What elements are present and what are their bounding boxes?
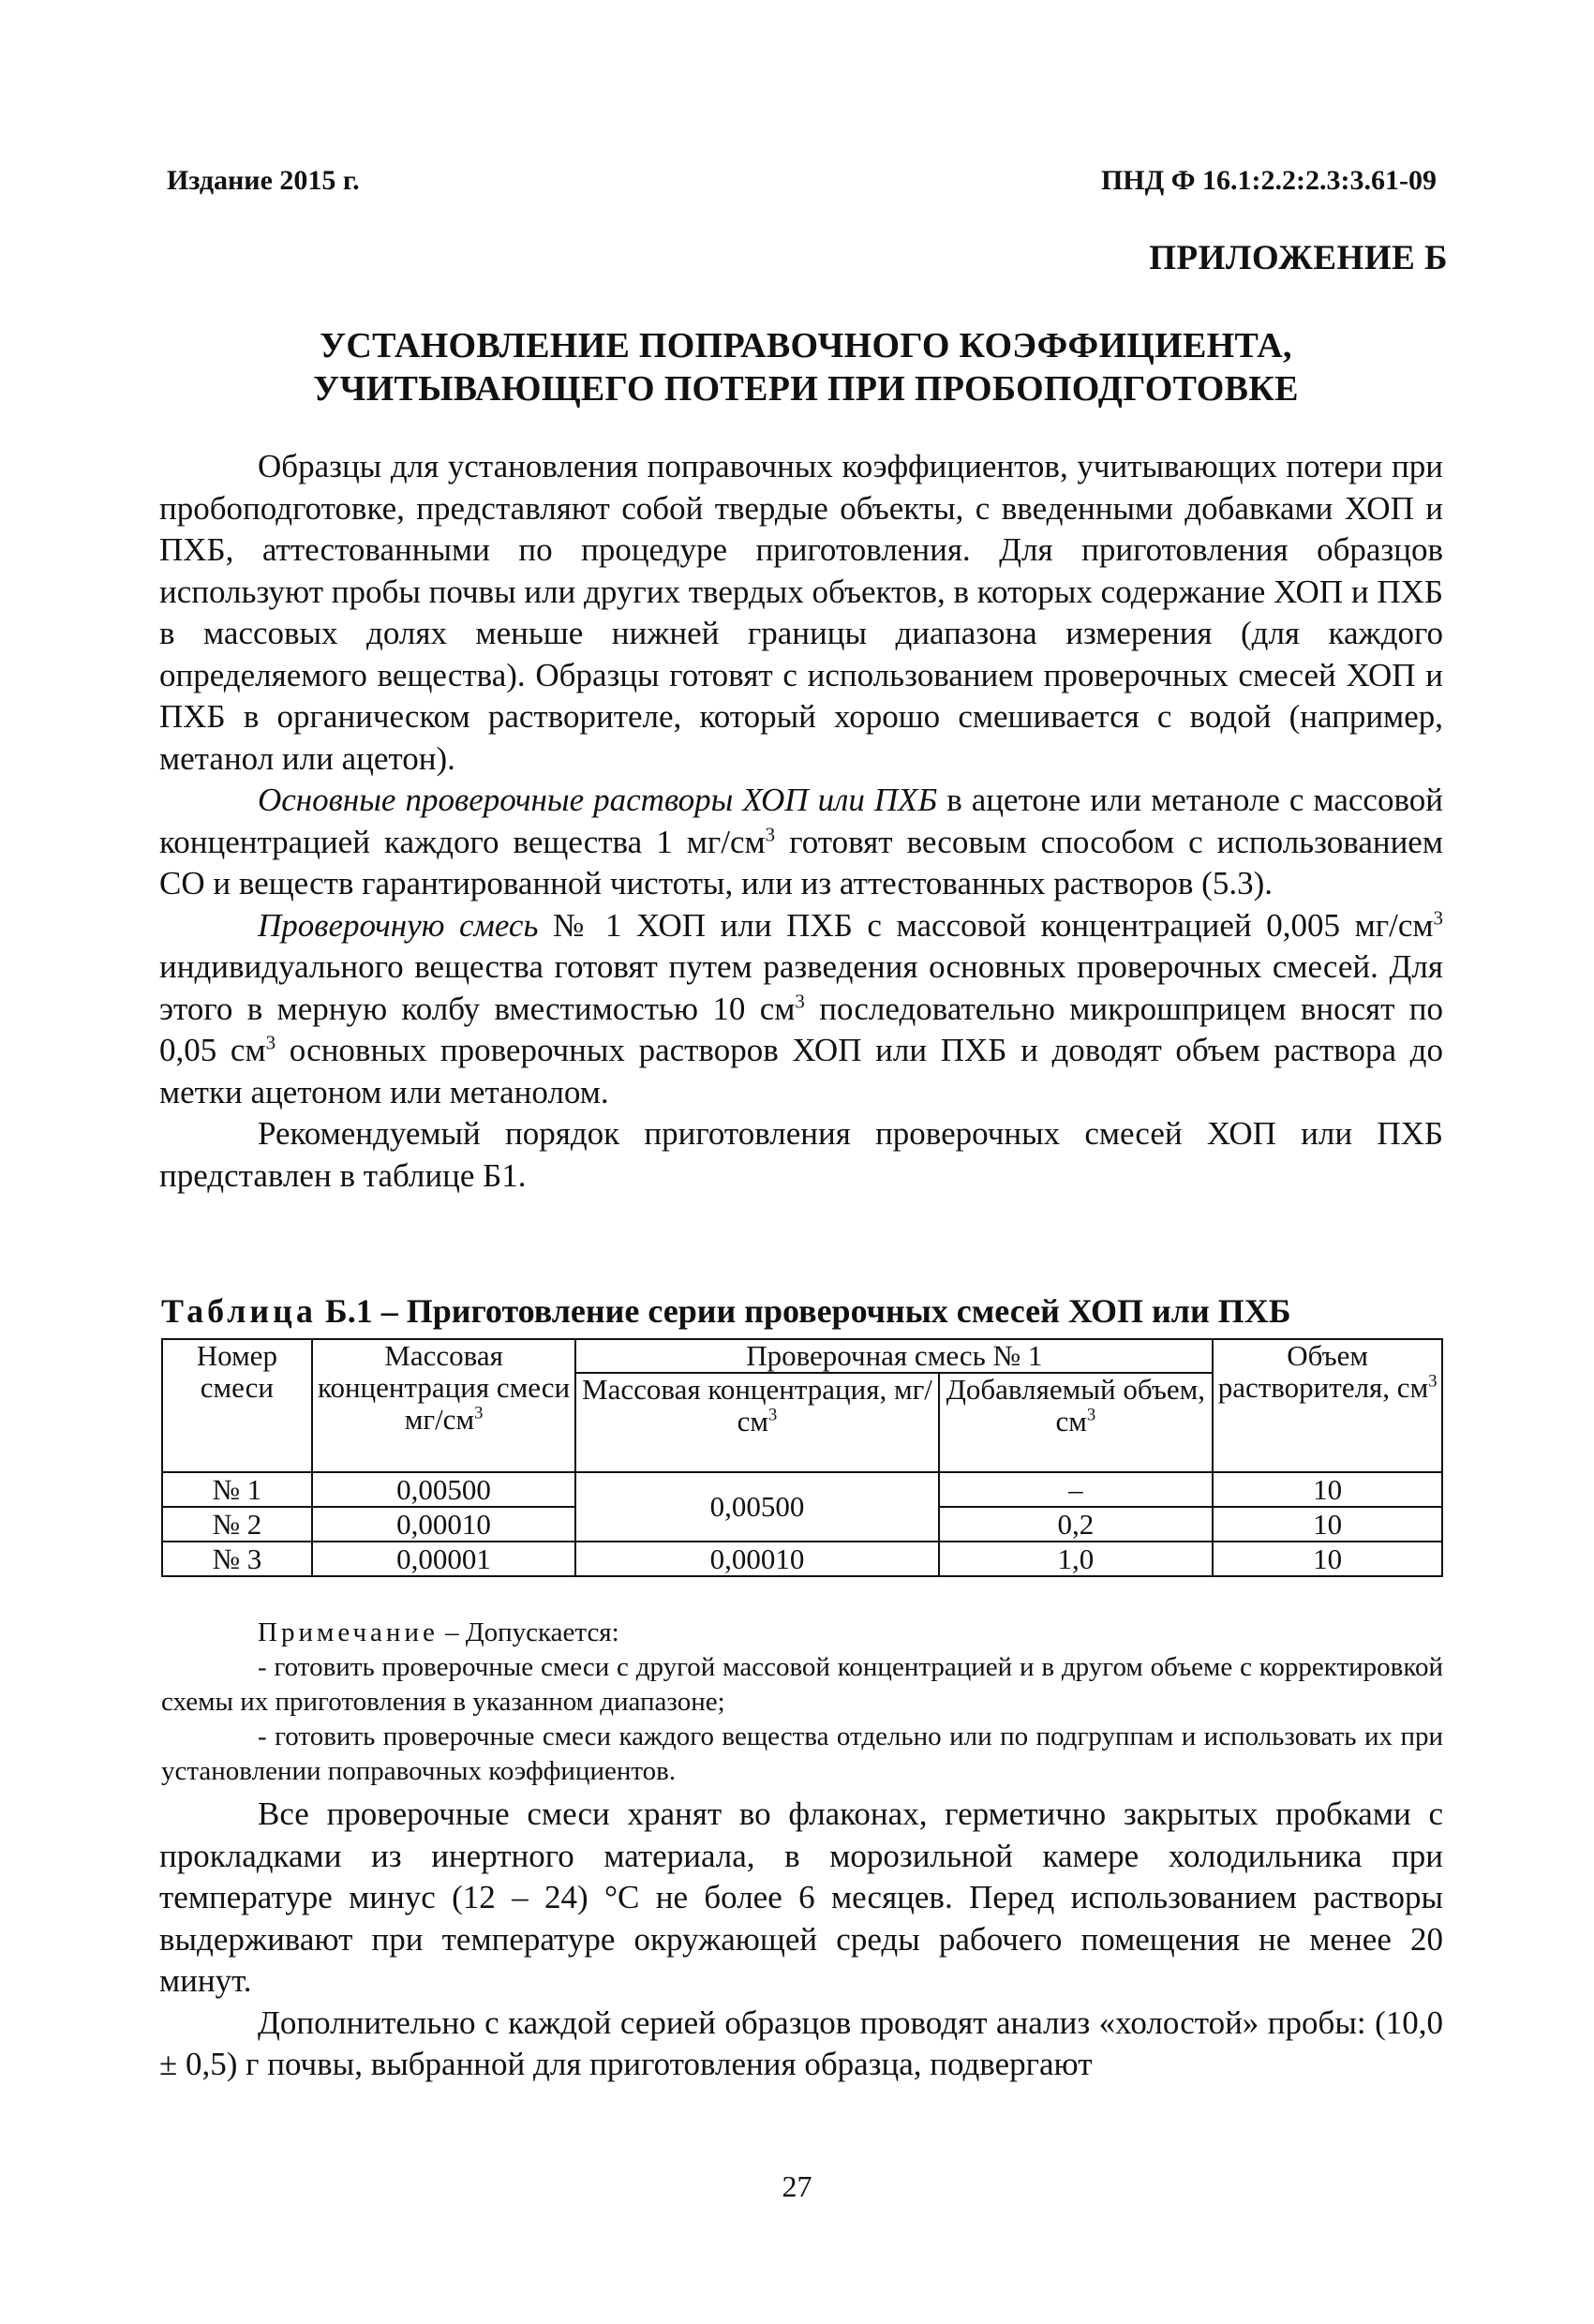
cell-sub-concentration: 0,00010 bbox=[575, 1542, 938, 1576]
table-row bbox=[162, 1542, 1442, 1576]
cell-added-volume: 0,2 bbox=[939, 1507, 1214, 1542]
paragraph-2-text-b: готовят весовым способом с использованием СО и веществ гарантированной чистоты, или из аттестованных растворов (5.3). bbox=[159, 823, 1443, 901]
cell-solvent-volume: 10 bbox=[1213, 1507, 1442, 1542]
paragraph-3-text-b: индивидуального вещества готовят путем разведения основных проверочных смесей. Для этого в мерную колбу вместимостью 10 см bbox=[159, 948, 1443, 1027]
note-heading-text: – Допускается: bbox=[438, 1617, 619, 1647]
cell-mix-number: № 3 bbox=[162, 1542, 312, 1576]
superscript: 3 bbox=[768, 1405, 778, 1425]
paragraph-4: Рекомендуемый порядок приготовления проверочных смесей ХОП или ПХБ представлен в таблице Б1. bbox=[159, 1115, 1443, 1194]
paragraph-3-text-c: последовательно микрошприцем вносят по 0,05 см bbox=[159, 990, 1443, 1068]
mixtures-table bbox=[161, 1338, 1443, 1577]
cell-solvent-volume: 10 bbox=[1213, 1542, 1442, 1576]
note-item-2: - готовить проверочные смеси каждого вещества отдельно или по подгруппам и использовать их при установлении поправочных коэффициентов. bbox=[161, 1721, 1443, 1786]
edition-label: Издание 2015 г. bbox=[167, 165, 360, 196]
paragraph-3 bbox=[159, 905, 1443, 1114]
cell-merged-concentration: 0,00500 bbox=[575, 1472, 938, 1542]
table-header-row bbox=[162, 1339, 1442, 1373]
cell-mix-number: № 1 bbox=[162, 1472, 312, 1507]
header-sub-concentration-text: Массовая концентрация, мг/см bbox=[582, 1373, 932, 1438]
superscript: 3 bbox=[1428, 1371, 1438, 1392]
page-number: 27 bbox=[782, 2169, 812, 2203]
paragraph-3-text-a: № 1 ХОП или ПХБ с массовой концентрацией 0,005 мг/см bbox=[538, 906, 1434, 944]
header-solvent-volume bbox=[1213, 1339, 1442, 1472]
superscript: 3 bbox=[795, 989, 805, 1012]
table-caption bbox=[161, 1291, 1443, 1331]
paragraph-2 bbox=[159, 780, 1443, 905]
table-caption-word: Таблица bbox=[161, 1292, 317, 1330]
header-added-volume-text: Добавляемый объем, см bbox=[946, 1373, 1206, 1438]
note-item-1: - готовить проверочные смеси с другой массовой концентрацией и в другом объеме с корректировкой схемы их приготовления в указанном диапазоне; bbox=[161, 1652, 1443, 1717]
cell-concentration: 0,00001 bbox=[312, 1542, 576, 1576]
document-code: ПНД Ф 16.1:2.2:2.3:3.61-09 bbox=[1100, 165, 1437, 196]
superscript: 3 bbox=[1433, 905, 1443, 929]
cell-solvent-volume: 10 bbox=[1213, 1472, 1442, 1507]
appendix-label: ПРИЛОЖЕНИЕ Б bbox=[1149, 239, 1448, 277]
header-sub-concentration bbox=[575, 1373, 938, 1472]
cell-concentration: 0,00010 bbox=[312, 1507, 576, 1542]
paragraph-2-text-a: в ацетоне или метаноле с массовой концентрацией каждого вещества 1 мг/см bbox=[159, 782, 1443, 860]
paragraph-3-text-d: основных проверочных растворов ХОП или ПХБ и доводят объем раствора до метки ацетоном или метанолом. bbox=[159, 1032, 1443, 1110]
superscript: 3 bbox=[474, 1403, 484, 1423]
note-word: Примечание bbox=[258, 1617, 439, 1647]
body-text-upper bbox=[159, 446, 1443, 1197]
header-added-volume bbox=[939, 1373, 1214, 1472]
paragraph-2-italic: Основные проверочные растворы ХОП или ПХБ bbox=[258, 782, 938, 818]
superscript: 3 bbox=[765, 822, 776, 845]
superscript: 3 bbox=[1086, 1405, 1096, 1425]
table-row bbox=[162, 1472, 1442, 1507]
header-mass-concentration bbox=[312, 1339, 576, 1472]
note-heading bbox=[161, 1616, 1443, 1650]
paragraph-3-italic: Проверочную смесь bbox=[258, 906, 539, 944]
header-mass-concentration-text: Массовая концентрация смеси мг/см bbox=[317, 1339, 571, 1436]
superscript: 3 bbox=[265, 1031, 276, 1054]
section-title-line-2: УЧИТЫВАЮЩЕГО ПОТЕРИ ПРИ ПРОБОПОДГОТОВКЕ bbox=[313, 369, 1299, 409]
table-caption-text: Б.1 – Приготовление серии проверочных смесей ХОП или ПХБ bbox=[316, 1292, 1291, 1330]
cell-added-volume: – bbox=[939, 1472, 1214, 1507]
table-note bbox=[161, 1616, 1443, 1789]
header-mix-number: Номер смеси bbox=[162, 1339, 312, 1472]
header-solvent-volume-text: Объем растворителя, см bbox=[1217, 1339, 1429, 1404]
body-text-lower bbox=[159, 1794, 1443, 2086]
cell-mix-number: № 2 bbox=[162, 1507, 312, 1542]
section-title-line-1: УСТАНОВЛЕНИЕ ПОПРАВОЧНОГО КОЭФФИЦИЕНТА, bbox=[320, 326, 1292, 365]
header-check-mix-group: Проверочная смесь № 1 bbox=[575, 1339, 1213, 1373]
section-title bbox=[159, 324, 1452, 410]
paragraph-5: Все проверочные смеси хранят во флаконах, герметично закрытых пробками с прокладками из инертного материала, в морозильной камере холодильника при температуре минус (12 – 24) °С не более 6 месяцев. Перед использованием растворы выдерживают при температуре окружающей среды рабочего помещения не менее 20 минут. bbox=[159, 1795, 1443, 1999]
paragraph-6: Дополнительно с каждой серией образцов проводят анализ «холостой» пробы: (10,0 ± 0,5) г почвы, выбранной для приготовления образца, подвергают bbox=[159, 2004, 1443, 2082]
cell-concentration: 0,00500 bbox=[312, 1472, 576, 1507]
paragraph-1: Образцы для установления поправочных коэффициентов, учитывающих потери при пробоподготовке, представляют собой твердые объекты, с введенными добавками ХОП и ПХБ, аттестованными по процедуре приготовления. Для приготовления образцов используют пробы почвы или других твердых объектов, в которых содержание ХОП и ПХБ в массовых долях меньше нижней границы диапазона измерения (для каждого определяемого вещества). Образцы готовят с использованием проверочных смесей ХОП и ПХБ в органическом растворителе, который хорошо смешивается с водой (например, метанол или ацетон). bbox=[159, 448, 1443, 777]
cell-added-volume: 1,0 bbox=[939, 1542, 1214, 1576]
